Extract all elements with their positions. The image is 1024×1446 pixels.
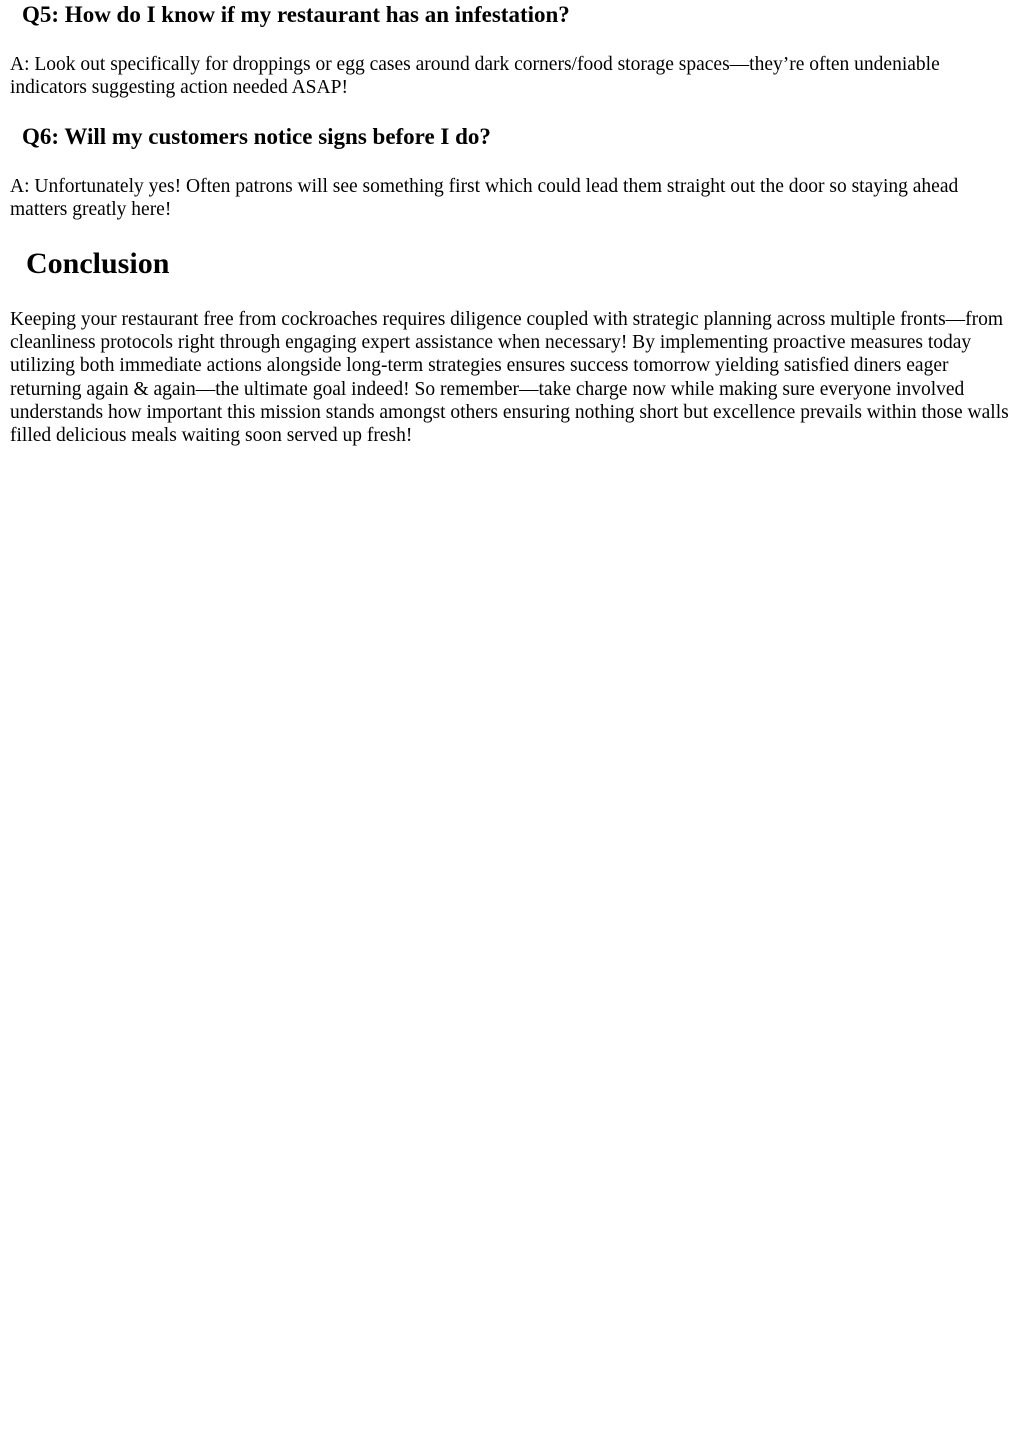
conclusion-heading: Conclusion bbox=[26, 247, 170, 280]
faq-question-q6: Q6: Will my customers notice signs before I do? bbox=[22, 124, 491, 149]
conclusion-paragraph: Keeping your restaurant free from cockroaches requires diligence coupled with strategic planning across multiple fronts—from cleanliness protocols right through engaging expert assistance when necessary! By implementing proactive measures today utilizing both immediate actions alongside long-term strategies ensures success tomorrow yielding satisfied diners eager returning again & again—the ultimate goal indeed! So remember—take charge now while making sure everyone involved understands how important this mission stands amongst others ensuring nothing short but excellence prevails within those walls filled delicious meals waiting soon served up fresh! bbox=[10, 309, 1009, 447]
faq-question-q5: Q5: How do I know if my restaurant has an infestation? bbox=[22, 2, 570, 27]
faq-answer-q5: A: Look out specifically for droppings or egg cases around dark corners/food storage spaces—they’re often undeniable indicators suggesting action needed ASAP! bbox=[10, 54, 940, 99]
faq-answer-q6: A: Unfortunately yes! Often patrons will see something first which could lead them straight out the door so staying ahead matters greatly here! bbox=[10, 176, 959, 221]
